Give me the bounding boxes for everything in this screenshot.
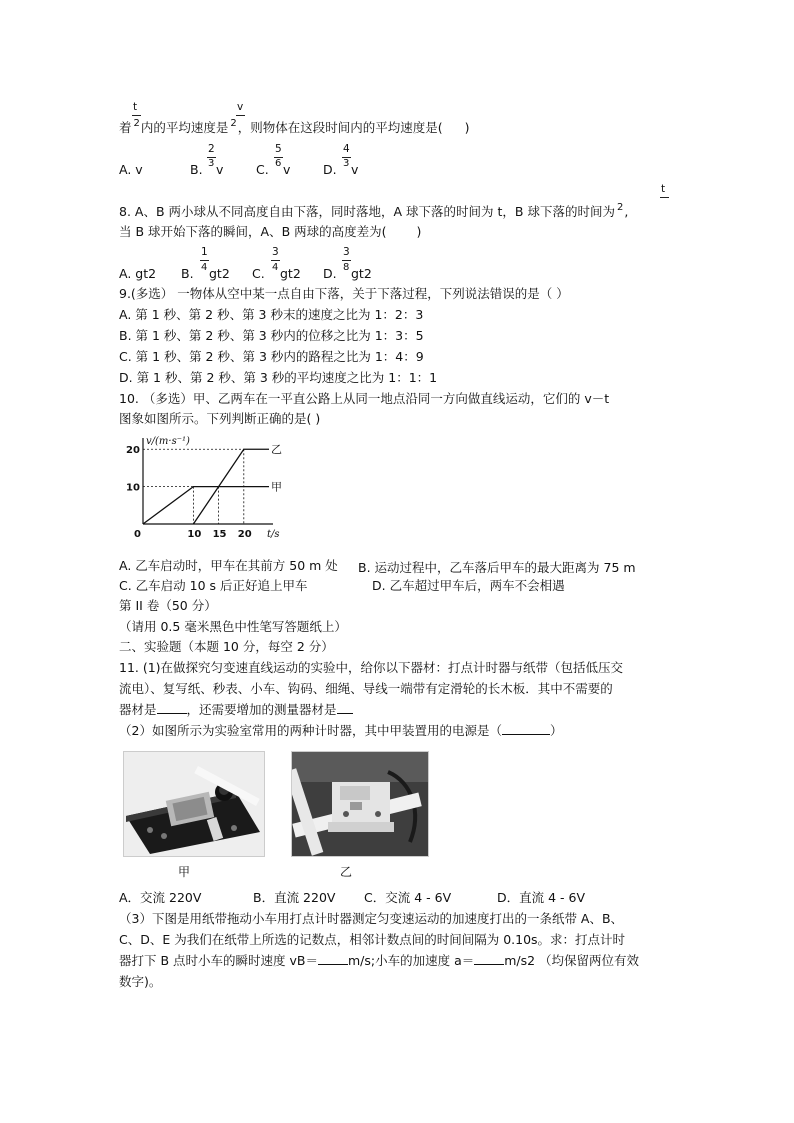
q8-option-b-label: B.: [181, 266, 194, 281]
answer-blank-a[interactable]: [474, 953, 504, 965]
q11-p1-line1: 11. (1)在做探究匀变速直线运动的实验中，给你以下器材：打点计时器与纸带（包括低压交: [119, 660, 624, 675]
y-tick-label: 10: [126, 482, 140, 494]
q7-option-d-label: D.: [323, 162, 337, 177]
series-label-2: 乙: [271, 443, 282, 457]
q9-option-b: B. 第 1 秒、第 2 秒、第 3 秒内的位移之比为 1：3：5: [119, 328, 424, 343]
q8-d-num: 3: [343, 246, 350, 258]
spark-timer-image: [292, 752, 428, 856]
q8-line2-text: 当 B 球开始下落的瞬间，A、B 两球的高度差为(: [119, 224, 387, 239]
q7-c-num: 5: [275, 143, 282, 155]
q7-frac-v-bar: [236, 115, 245, 116]
q8-option-a: A. gt2: [119, 266, 157, 281]
q11-p1-line3-b: ，还需要增加的测量器材是: [186, 702, 337, 717]
q11-p3-line3-a: 器打下 B 点时小车的瞬时速度 vB＝: [119, 953, 318, 968]
q11-p3-line1: （3）下图是用纸带拖动小车用打点计时器测定匀变速运动的加速度打出的一条纸带 A、B、: [119, 911, 624, 926]
q8-b-tail: gt2: [209, 266, 230, 281]
x-tick-label: 10: [187, 529, 202, 540]
q7-line1: [119, 120, 470, 138]
q7-frac-v-den: 2: [230, 118, 237, 129]
q7-option-c-label: C.: [256, 162, 269, 177]
q10-option-c: C. 乙车启动 10 s 后正好追上甲车: [119, 578, 308, 593]
q11-p2-line1-text: （2）如图所示为实验室常用的两种计时器，其中甲装置用的电源是（: [119, 723, 502, 738]
q8-frac-bar: [660, 197, 669, 198]
q8-option-d-label: D.: [323, 266, 337, 281]
x-tick-label: 0: [134, 529, 141, 540]
q7-d-tail: v: [351, 162, 359, 177]
q7-c-den: 6: [275, 158, 282, 169]
x-tick-label: 20: [237, 529, 252, 540]
q7-option-a: A. v: [119, 162, 143, 177]
q7-option-b-label: B.: [190, 162, 203, 177]
q8-line2-close: ): [416, 224, 422, 239]
x-tick-label: 15: [212, 529, 227, 540]
vt-chart: [119, 432, 289, 542]
q10-line2: 图象如图所示。下列判断正确的是( ): [119, 411, 321, 426]
y-axis-label: v/(m·s⁻¹): [146, 436, 190, 447]
q10-option-a: A. 乙车启动时，甲车在其前方 50 m 处: [119, 558, 338, 573]
answer-blank-vb[interactable]: [318, 953, 348, 965]
q9-stem: 9.(多选） 一物体从空中某一点自由下落，关于下落过程，下列说法错误的是（ ）: [119, 286, 569, 301]
q11-p1-line3-a: 器材是: [119, 702, 157, 717]
q11-option-a: A．交流 220V: [119, 890, 202, 905]
q11-p2-line1: [119, 723, 562, 739]
answer-blank-1[interactable]: [157, 702, 187, 714]
q11-p3-line4: 数字)。: [119, 974, 162, 989]
q9-option-c: C. 第 1 秒、第 2 秒、第 3 秒内的路程之比为 1：4：9: [119, 349, 424, 364]
q7-frac-v-num: v: [237, 101, 244, 113]
q7-frac-t-bar: [132, 115, 141, 116]
x-axis-label: t/s: [267, 529, 280, 540]
q7-frac-t-den: 2: [133, 118, 140, 129]
series-label-1: 甲: [271, 480, 282, 494]
q7-d-num: 4: [343, 143, 350, 155]
q7-d-den: 3: [343, 158, 350, 169]
q11-option-d: D．直流 4 - 6V: [497, 890, 586, 905]
q10-option-d: D. 乙车超过甲车后，两车不会相遇: [372, 578, 565, 593]
q7-line1-c: ，则物体在这段时间内的平均速度是(: [237, 120, 443, 135]
q7-c-tail: v: [283, 162, 291, 177]
q7-b-num: 2: [208, 143, 215, 155]
q8-d-den: 8: [343, 262, 350, 273]
electromagnetic-timer-image: [124, 752, 264, 856]
q11-p3-line3-c: m/s2 （均保留两位有效: [504, 953, 640, 968]
q10-option-b: B. 运动过程中，乙车落后甲车的最大距离为 75 m: [358, 560, 636, 575]
q8-option-c-label: C.: [252, 266, 265, 281]
q11-option-c: C．交流 4 - 6V: [364, 890, 452, 905]
q8-b-num: 1: [201, 246, 208, 258]
q11-option-b: B．直流 220V: [253, 890, 336, 905]
q11-p3-line2: C、D、E 为我们在纸带上所选的记数点，相邻计数点间的时间间隔为 0.10s。求：打点计时: [119, 932, 626, 947]
q9-option-d: D. 第 1 秒、第 2 秒、第 3 秒的平均速度之比为 1：1：1: [119, 370, 438, 385]
q8-b-den: 4: [201, 262, 208, 273]
q11-p2-close: ）: [549, 723, 563, 738]
q8-line1-tail: ,: [624, 204, 629, 219]
section2-heading: 二、实验题（本题 10 分，每空 2 分）: [119, 639, 334, 654]
answer-blank-3[interactable]: [502, 723, 550, 735]
q9-option-a: A. 第 1 秒、第 2 秒、第 3 秒末的速度之比为 1：2：3: [119, 307, 424, 322]
q8-frac-den: 2: [616, 202, 624, 213]
q7-line1-b: 内的平均速度是: [140, 120, 229, 135]
timer-photo-jia: [123, 751, 265, 857]
timer-photo-yi: [291, 751, 429, 857]
q10-line1: 10. （多选）甲、乙两车在一平直公路上从同一地点沿同一方向做直线运动，它们的 v－t: [119, 391, 610, 406]
q11-p1-line2: 流电）、复写纸、秒表、小车、钩码、细绳、导线一端带有定滑轮的长木板．其中不需要的: [119, 681, 613, 696]
q7-frac-t-num: t: [133, 101, 138, 113]
caption-jia: 甲: [178, 865, 191, 879]
q8-line1: [119, 204, 628, 222]
section2-note: （请用 0.5 毫米黑色中性笔写答题纸上）: [119, 619, 347, 634]
section2-title: 第 II 卷（50 分）: [119, 598, 217, 613]
q7-b-den: 3: [208, 158, 215, 169]
q8-line2: [119, 224, 421, 240]
q8-d-tail: gt2: [351, 266, 372, 281]
q8-line1-text: 8. A、B 两小球从不同高度自由下落，同时落地，A 球下落的时间为 t，B 球下落的时间为: [119, 204, 615, 219]
q8-c-tail: gt2: [280, 266, 301, 281]
answer-blank-2[interactable]: [337, 702, 353, 714]
q11-p3-line3: [119, 953, 639, 969]
q8-c-den: 4: [272, 262, 279, 273]
q7-line1-close: ): [464, 120, 470, 135]
q11-p1-line3: [119, 702, 353, 718]
q8-frac-num: t: [661, 183, 666, 195]
q7-b-tail: v: [216, 162, 224, 177]
q7-line1-a: 着: [119, 120, 132, 135]
y-tick-label: 20: [126, 445, 140, 457]
q11-p3-line3-b: m/s;小车的加速度 a＝: [347, 953, 475, 968]
q8-c-num: 3: [272, 246, 279, 258]
caption-yi: 乙: [340, 865, 353, 879]
